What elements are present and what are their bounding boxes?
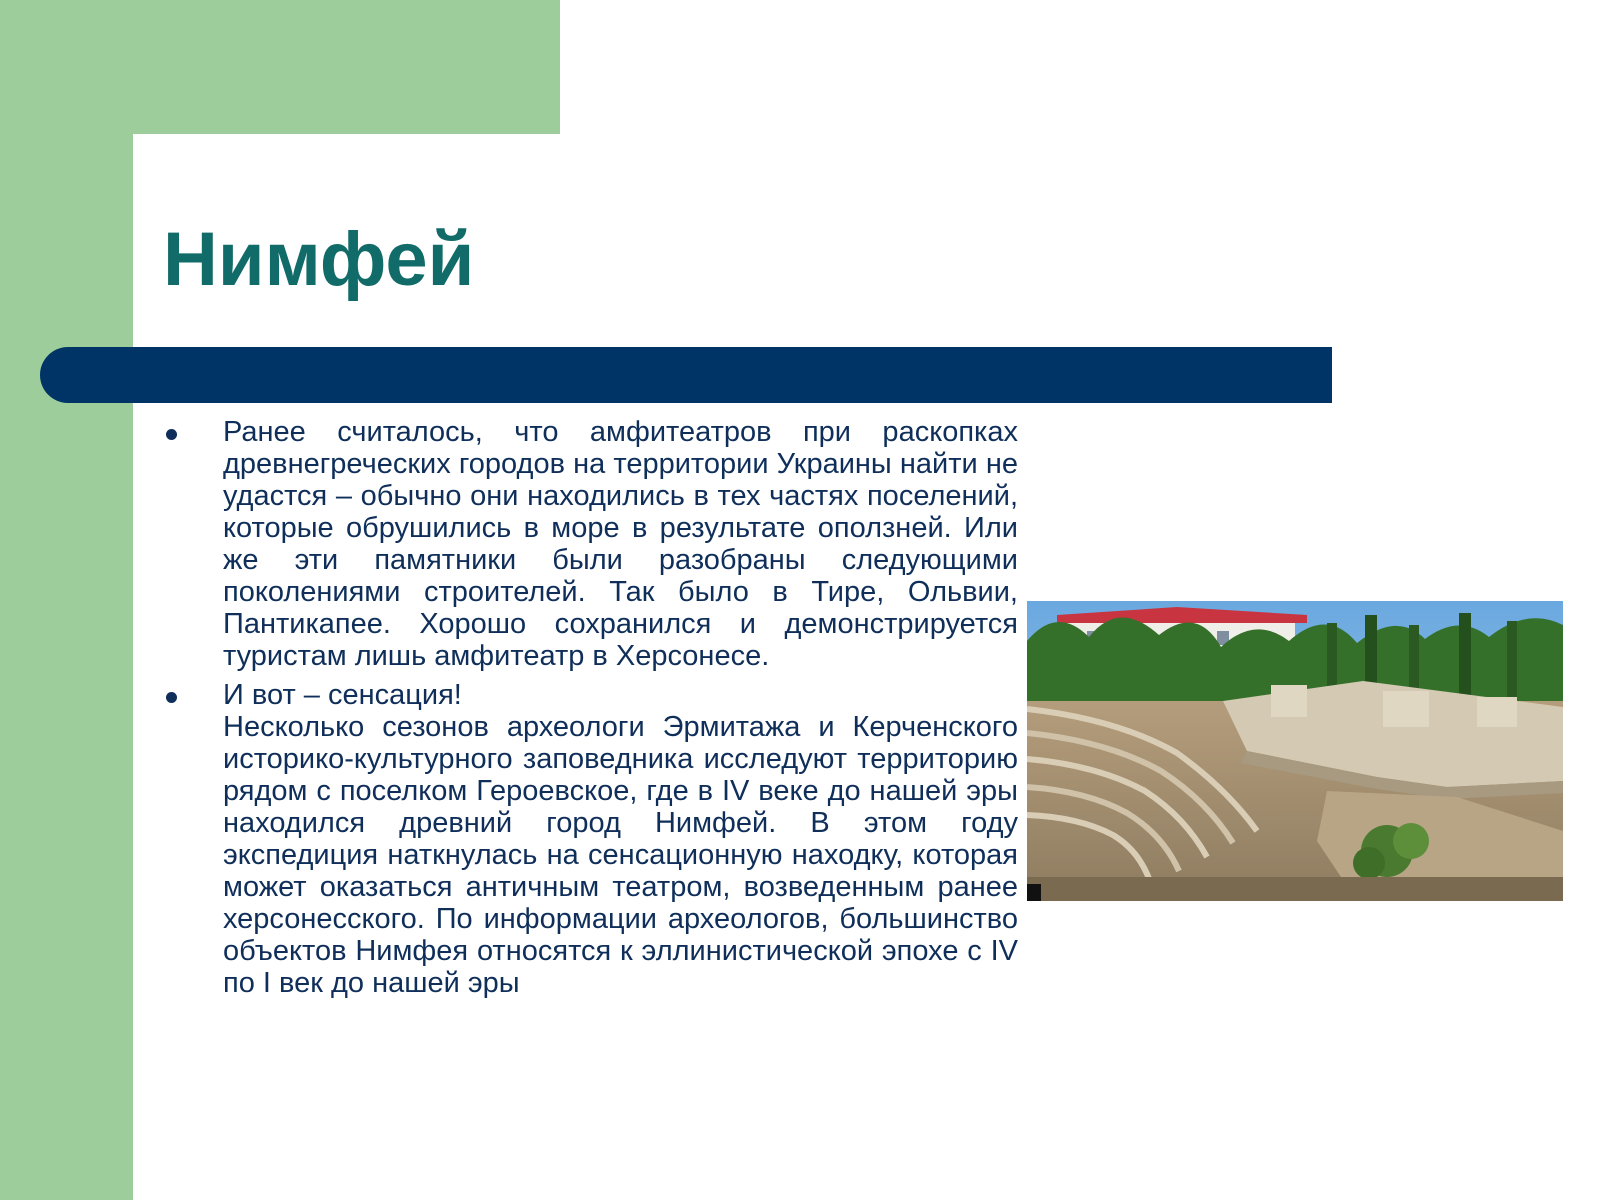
bullet-text: Ранее считалось, что амфитеатров при раскопках древнегреческих городов на территории Украины найти не удастся – обычно они находились в тех частях поселений, которые обрушились в море в результате оползней. Или же эти памятники были разобраны следующими поколениями строителей. Так было в Тире, Ольвии, Пантикапее. Хорошо сохранился и демонстрируется туристам лишь амфитеатр в Херсонесе. [223, 416, 1018, 672]
bullet-item [163, 679, 1018, 999]
green-left-band [0, 0, 133, 1200]
bullet-heading: И вот – сенсация! [223, 679, 462, 711]
amphitheater-photo [1027, 601, 1563, 901]
bullet-text: Несколько сезонов археологи Эрмитажа и Керченского историко-культурного заповедника исследуют территорию рядом с поселком Героевское, где в IV веке до нашей эры находился древний город Нимфей. В этом году экспедиция наткнулась на сенсационную находку, которая может оказаться античным театром, возведенным ранее херсонесского. По информации археологов, большинство объектов Нимфея относятся к эллинистической эпохе с IV по I век до нашей эры [223, 711, 1018, 999]
bullet-item [163, 416, 1018, 672]
bullet-list [163, 416, 1018, 1006]
bullet-dot-icon [166, 692, 177, 703]
slide-title: Нимфей [163, 217, 475, 302]
title-underline-bar [40, 347, 1332, 403]
bullet-dot-icon [166, 429, 177, 440]
